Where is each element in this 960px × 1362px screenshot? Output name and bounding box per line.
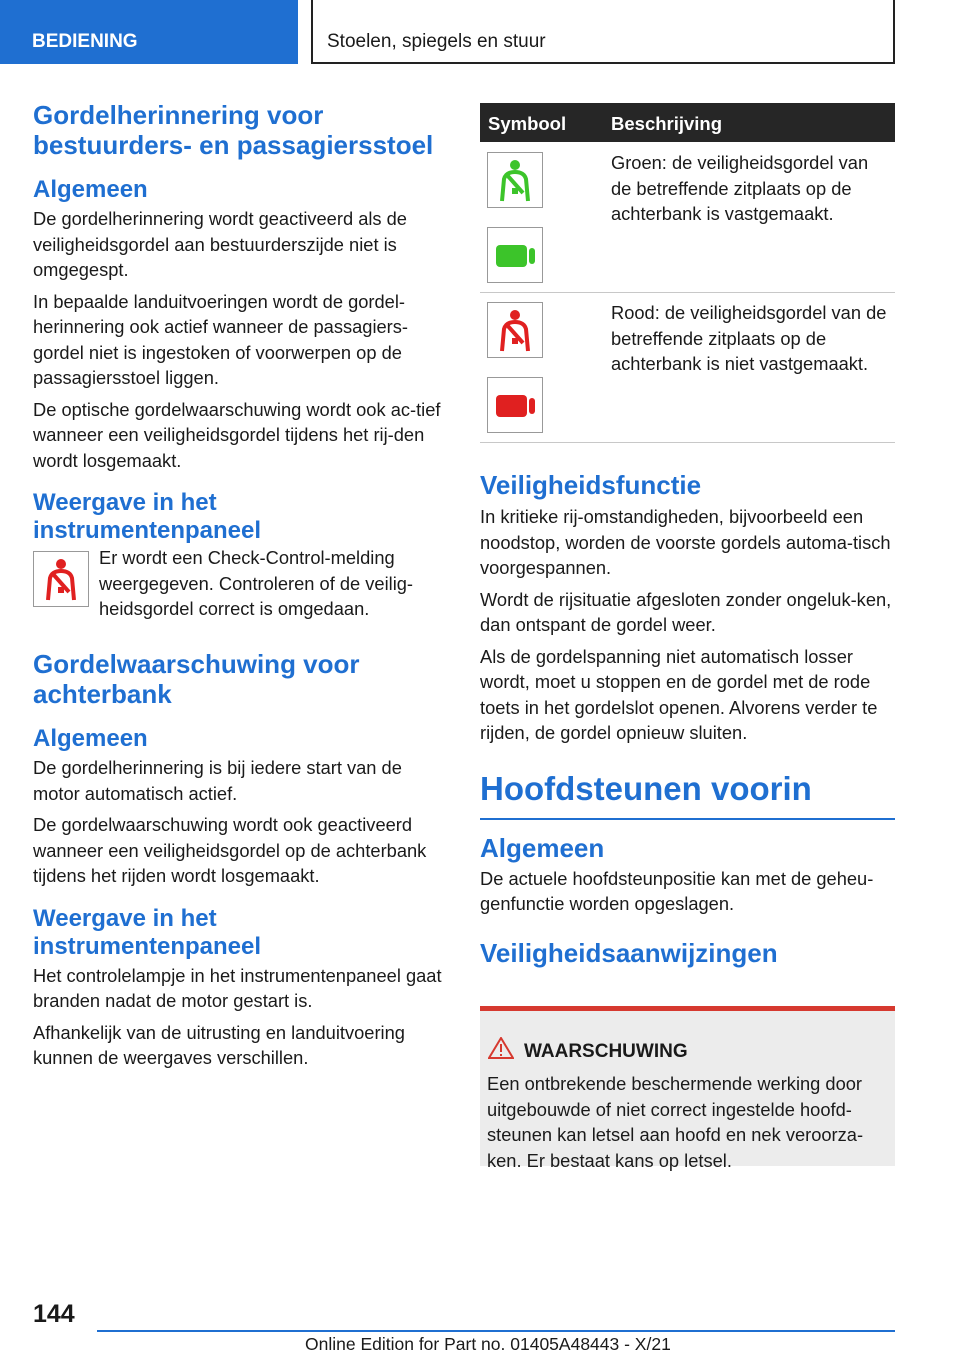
row-description: Rood: de veiligheidsgordel van de betreffende zitplaats op de achterbank is niet vastgemaakt. (611, 302, 887, 374)
heading-display-1: Weergave in het instrumentenpaneel (33, 489, 262, 544)
paragraph: De optische gordelwaarschuwing wordt ook ac-tief wanneer een veiligheidsgordel tijdens het rij-den wordt losgemaakt. (33, 398, 441, 471)
row-description: Groen: de veiligheidsgordel van de betreffende zitplaats op de achterbank is vastgemaakt. (611, 152, 869, 224)
paragraph: Het controlelampje in het instrumentenpaneel gaat branden nadat de motor gestart is. (33, 964, 442, 1011)
seat-green-indicator-icon (487, 227, 543, 283)
heading-belt-reminder-front: Gordelherinnering voor bestuurders- en passagiersstoel (33, 100, 434, 160)
heading-belt-warning-rear: Gordelwaarschuwing voor achterbank (33, 649, 360, 709)
paragraph: Er wordt een Check-Control-melding weergegeven. Controleren of de veilig-heidsgordel correct is omgedaan. (99, 547, 414, 619)
paragraph: Als de gordelspanning niet automatisch losser wordt, moet u stoppen en de gordel met de rode toets in het gordelslot openen. Alvorens verder te rijden, de gordel opnieuw sluiten. (480, 645, 878, 743)
paragraph: Afhankelijk van de uitrusting en landuitvoering kunnen de weergaves verschillen. (33, 1021, 405, 1068)
seatbelt-warning-icon (33, 551, 89, 607)
page-number: 144 (33, 1300, 75, 1328)
warning-triangle-icon (488, 1037, 514, 1064)
paragraph: In kritieke rij-omstandigheden, bijvoorbeeld een noodstop, worden de voorste gordels automa-tisch voorgespannen. (480, 506, 891, 578)
seatbelt-red-icon (487, 302, 543, 358)
heading-safety-function: Veiligheidsfunctie (480, 470, 702, 500)
warning-title: WAARSCHUWING (524, 1041, 688, 1062)
section-label: BEDIENING (32, 31, 138, 52)
table-header (480, 103, 895, 142)
chapter-title: Stoelen, spiegels en stuur (327, 31, 546, 52)
warning-text: Een ontbrekende beschermende werking door uitgebouwde of niet correct ingestelde hoofd-steunen kan letsel aan hoofd en nek veroorza-ken. Er bestaat kans op letsel. (487, 1073, 864, 1171)
paragraph: De actuele hoofdsteunpositie kan met de geheu-genfunctie worden opgeslagen. (480, 867, 874, 914)
footer-divider (97, 1330, 895, 1332)
section-tab (0, 0, 298, 64)
left-column (33, 100, 443, 1071)
heading-safety-instructions: Veiligheidsaanwijzingen (480, 937, 778, 968)
paragraph: Wordt de rijsituatie afgesloten zonder ongeluk-ken, dan ontspant de gordel weer. (480, 588, 892, 635)
column-header-description: Beschrijving (611, 113, 723, 134)
paragraph: In bepaalde landuitvoeringen wordt de gordel-herinnering ook actief wanneer de passagiers-gordel niet is ingestoken of voorwerpen op de passagiersstoel liggen. (33, 290, 408, 388)
column-header-symbol: Symbool (488, 113, 567, 134)
chapter-title-box (311, 0, 895, 64)
seatbelt-green-icon (487, 152, 543, 208)
heading-display-2: Weergave in het instrumentenpaneel (33, 904, 262, 960)
seat-red-indicator-icon (487, 377, 543, 433)
row-divider (480, 292, 895, 293)
heading-general-2: Algemeen (33, 725, 148, 752)
right-column (480, 470, 895, 967)
paragraph: De gordelherinnering is bij iedere start van de motor automatisch actief. (33, 757, 402, 804)
heading-general: Algemeen (480, 832, 605, 863)
paragraph: De gordelwaarschuwing wordt ook geactiveerd wanneer een veiligheidsgordel op de achterbank tijdens het rijden wordt losgemaakt. (33, 814, 427, 886)
row-divider (480, 442, 895, 443)
heading-headrests: Hoofdsteunen voorin (480, 769, 812, 807)
edition-info: Online Edition for Part no. 01405A48443 - X/21 (305, 1334, 671, 1354)
heading-general-1: Algemeen (33, 176, 148, 203)
paragraph: De gordelherinnering wordt geactiveerd als de veiligheidsgordel aan bestuurderszijde niet is omgegespt. (33, 208, 407, 280)
warning-box (480, 1006, 895, 1171)
